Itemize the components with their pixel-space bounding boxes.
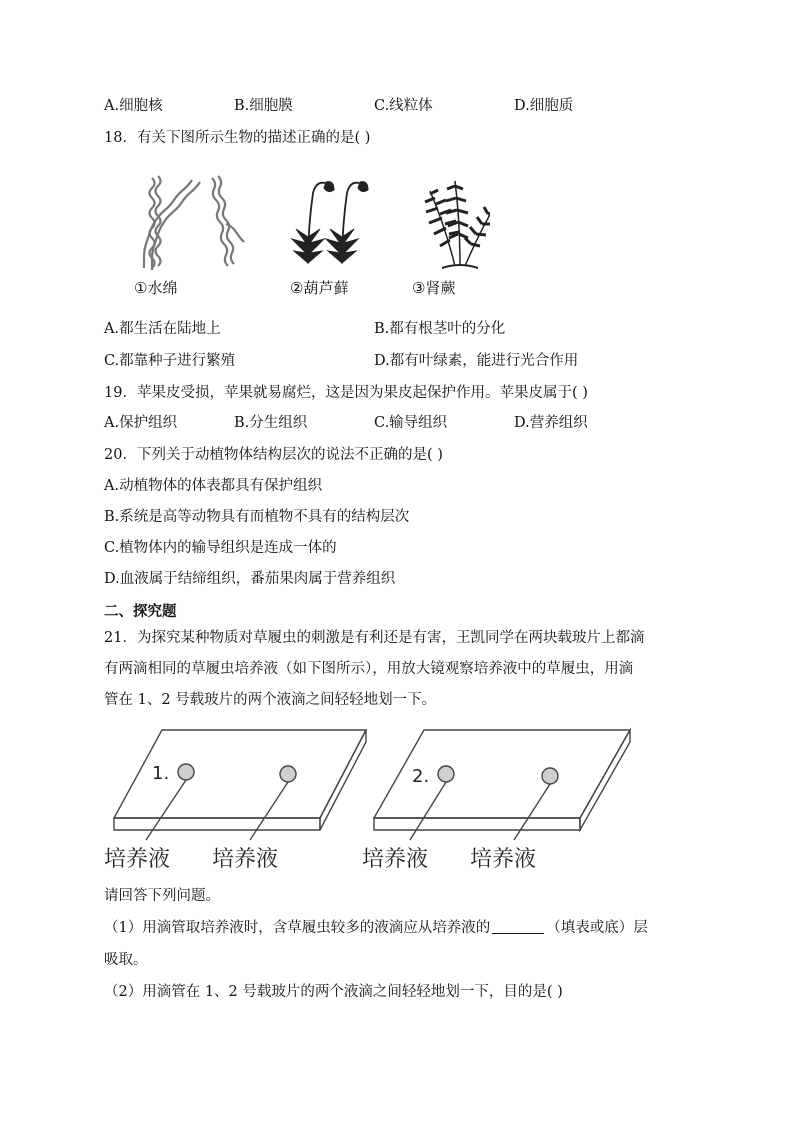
slide2-liquid-label-left: 培养液 [362,847,429,872]
q21-figure [100,722,660,874]
slide2-liquid-label-right: 培养液 [470,847,537,872]
section-heading: 二、探究题 [104,604,177,620]
fern-figure [425,181,490,268]
q17-option-b: B.细胞膜 [234,98,293,114]
q18-option-b: B.都有根茎叶的分化 [374,321,506,337]
q17-option-d: D.细胞质 [514,98,574,114]
q21-sub1-after: （填表或底）层 [546,920,648,936]
q18-figure [130,168,490,303]
q19-stem: 19．苹果皮受损，苹果就易腐烂，这是因为果皮起保护作用。苹果皮属于( ) [104,385,588,401]
q20-option-d: D.血液属于结缔组织，番茄果肉属于营养组织 [104,571,396,587]
q19-option-d: D.营养组织 [514,415,588,431]
q20-option-a: A.动植物体的体表都具有保护组织 [104,478,323,494]
q21-sub1-before: （1）用滴管取培养液时，含草履虫较多的液滴应从培养液的 [104,920,491,936]
q21-sub1 [104,918,648,938]
q20-option-c: C.植物体内的输导组织是连成一体的 [104,540,337,556]
fig-label-fern: ③肾蕨 [412,279,456,297]
spirogyra-figure [144,176,244,270]
q18-stem: 18．有关下图所示生物的描述正确的是( ) [104,130,371,146]
q19-option-a: A.保护组织 [104,415,178,431]
q19-option-b: B.分生组织 [234,415,308,431]
q21-stem-line-1: 21．为探究某种物质对草履虫的刺激是有利还是有害，王凯同学在两块载玻片上都滴 [104,630,645,646]
q18-option-d: D.都有叶绿素，能进行光合作用 [374,353,579,369]
q19-option-c: C.输导组织 [374,415,448,431]
droplet-1b [280,766,296,782]
answer-blank[interactable] [492,919,544,934]
q18-option-c: C.都靠种子进行繁殖 [104,353,236,369]
slide1-liquid-label-left: 培养液 [104,847,171,872]
fig-label-spirogyra: ①水绵 [134,279,178,297]
slide-label-2: 2. [412,766,430,787]
slide1-liquid-label-right: 培养液 [212,847,279,872]
q20-option-b: B.系统是高等动物具有而植物不具有的结构层次 [104,509,410,525]
q18-option-a: A.都生活在陆地上 [104,321,221,337]
q21-stem-line-3: 管在 1、2 号载玻片的两个液滴之间轻轻地划一下。 [104,692,437,708]
slide-label-1: 1. [152,763,170,784]
droplet-2b [542,768,558,784]
q21-sub1-continued: 吸取。 [104,952,148,968]
moss-figure [292,182,368,263]
droplet-1a [178,764,194,780]
glass-slide-1 [114,730,366,840]
q17-option-a: A.细胞核 [104,98,163,114]
q20-stem: 20．下列关于动植物体结构层次的说法不正确的是( ) [104,447,443,463]
q17-option-c: C.线粒体 [374,98,433,114]
q21-stem-line-2: 有两滴相同的草履虫培养液（如下图所示），用放大镜观察培养液中的草履虫，用滴 [104,661,634,677]
droplet-2a [438,766,454,782]
q21-prompt: 请回答下列问题。 [104,888,220,904]
fig-label-moss: ②葫芦藓 [290,279,349,297]
q21-sub2: （2）用滴管在 1、2 号载玻片的两个液滴之间轻轻地划一下，目的是( ) [104,984,563,1000]
